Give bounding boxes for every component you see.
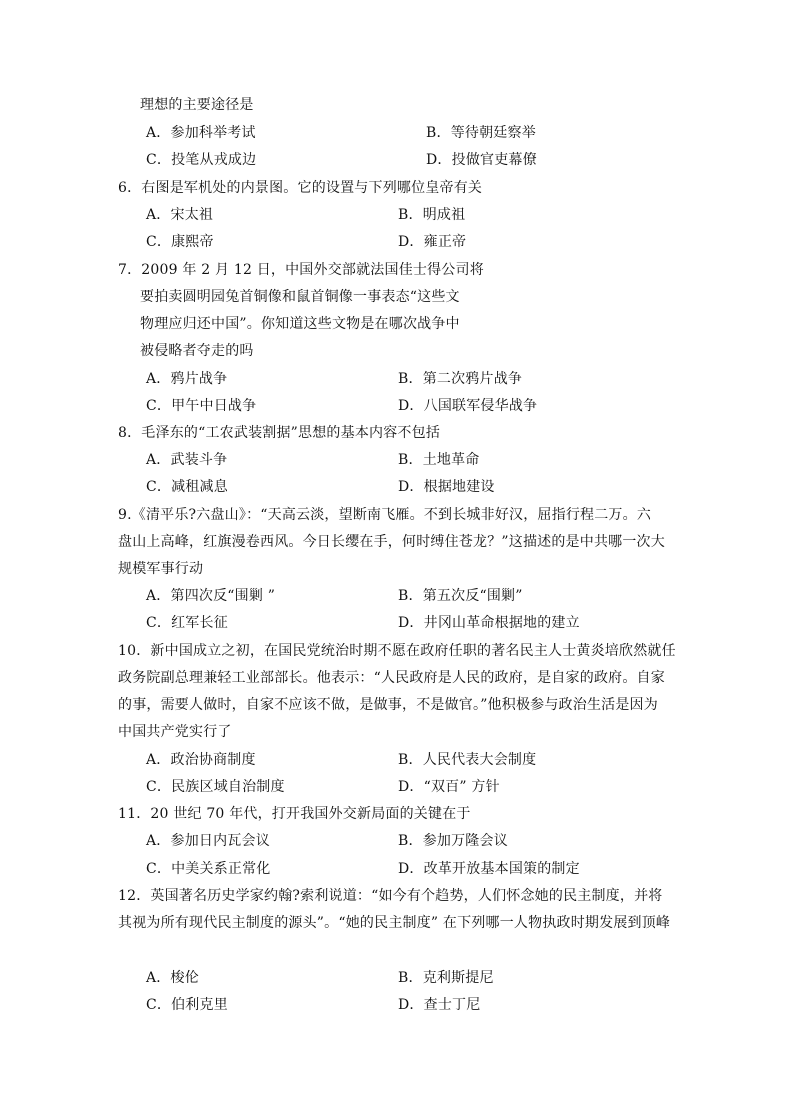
q8-option-b: B．土地革命 [398,452,480,468]
q7-option-a: A．鸦片战争 [146,371,228,387]
q6-option-b: B．明成祖 [398,207,466,223]
question-7-line-4: 被侵略者夺走的吗 [140,343,254,359]
question-9-line-2: 盘山上高峰，红旗漫卷西风。今日长缨在手，何时缚住苍龙？”这描述的是中共哪一次大 [118,534,665,550]
question-5-continuation: 理想的主要途径是 [140,97,254,113]
q9-option-d: D．井冈山革命根据地的建立 [398,615,580,631]
question-7-line-3: 物理应归还中国”。你知道这些文物是在哪次战争中 [140,316,460,332]
q12-option-c: C．伯利克里 [146,997,228,1013]
q5-option-d: D．投做官吏幕僚 [426,152,537,168]
q5-option-c: C．投笔从戎成边 [146,152,257,168]
question-9-line-3: 规模军事行动 [118,561,204,577]
q9-option-b: B．第五次反“围剿” [398,588,523,604]
question-10-line-2: 政务院副总理兼轻工业部部长。他表示：“人民政府是人民的政府，是自家的政府。自家 [118,670,665,686]
question-7-line-1: 7．2009 年 2 月 12 日，中国外交部就法国佳士得公司将 [118,262,484,278]
q9-option-a: A．第四次反“围剿 ” [146,588,276,604]
q8-option-d: D．根据地建设 [398,479,495,495]
question-8-stem: 8．毛泽东的“工农武装割据”思想的基本内容不包括 [118,425,441,441]
question-6-stem: 6．右图是军机处的内景图。它的设置与下列哪位皇帝有关 [118,180,483,196]
q10-option-a: A．政治协商制度 [146,752,256,768]
q10-option-c: C．民族区域自治制度 [146,779,285,795]
question-12-line-1: 12．英国著名历史学家约翰?索利说道：“如今有个趋势，人们怀念她的民主制度，并将 [118,888,663,904]
question-9-line-1: 9.《清平乐?六盘山》：“天高云淡，望断南飞雁。不到长城非好汉，屈指行程二万。六 [118,507,652,523]
question-10-line-1: 10．新中国成立之初，在国民党统治时期不愿在政府任职的著名民主人士黄炎培欣然就任 [118,643,676,659]
question-11-stem: 11．20 世纪 70 年代，打开我国外交新局面的关键在于 [118,806,471,822]
q10-option-b: B．人民代表大会制度 [398,752,537,768]
q12-option-b: B．克利斯提尼 [398,970,494,986]
q9-option-c: C．红军长征 [146,615,228,631]
q7-option-d: D．八国联军侵华战争 [398,398,538,414]
q7-option-c: C．甲午中日战争 [146,398,257,414]
q8-option-c: C．减租减息 [146,479,228,495]
q6-option-c: C．康熙帝 [146,234,214,250]
q12-option-d: D．查士丁尼 [398,997,481,1013]
q11-option-d: D．改革开放基本国策的制定 [398,861,580,877]
q5-option-a: A．参加科举考试 [146,125,256,141]
question-7-line-2: 要拍卖圆明园兔首铜像和鼠首铜像一事表态“这些文 [140,289,460,305]
q5-option-b: B．等待朝廷察举 [426,125,536,141]
q7-option-b: B．第二次鸦片战争 [398,371,523,387]
q11-option-a: A．参加日内瓦会议 [146,833,270,849]
q10-option-d: D．“双百” 方针 [398,779,500,795]
question-10-line-3: 的事，需要人做时，自家不应该不做，是做事，不是做官。”他积极参与政治生活是因为 [118,697,658,713]
q8-option-a: A．武装斗争 [146,452,228,468]
q6-option-d: D．雍正帝 [398,234,467,250]
question-10-line-4: 中国共产党实行了 [118,724,232,740]
q11-option-c: C．中美关系正常化 [146,861,271,877]
q6-option-a: A．宋太祖 [146,207,214,223]
q11-option-b: B．参加万隆会议 [398,833,508,849]
q12-option-a: A．梭伦 [146,970,199,986]
question-12-line-2: 其视为所有现代民主制度的源头”。“她的民主制度” 在下列哪一人物执政时期发展到顶峰 [118,915,671,931]
